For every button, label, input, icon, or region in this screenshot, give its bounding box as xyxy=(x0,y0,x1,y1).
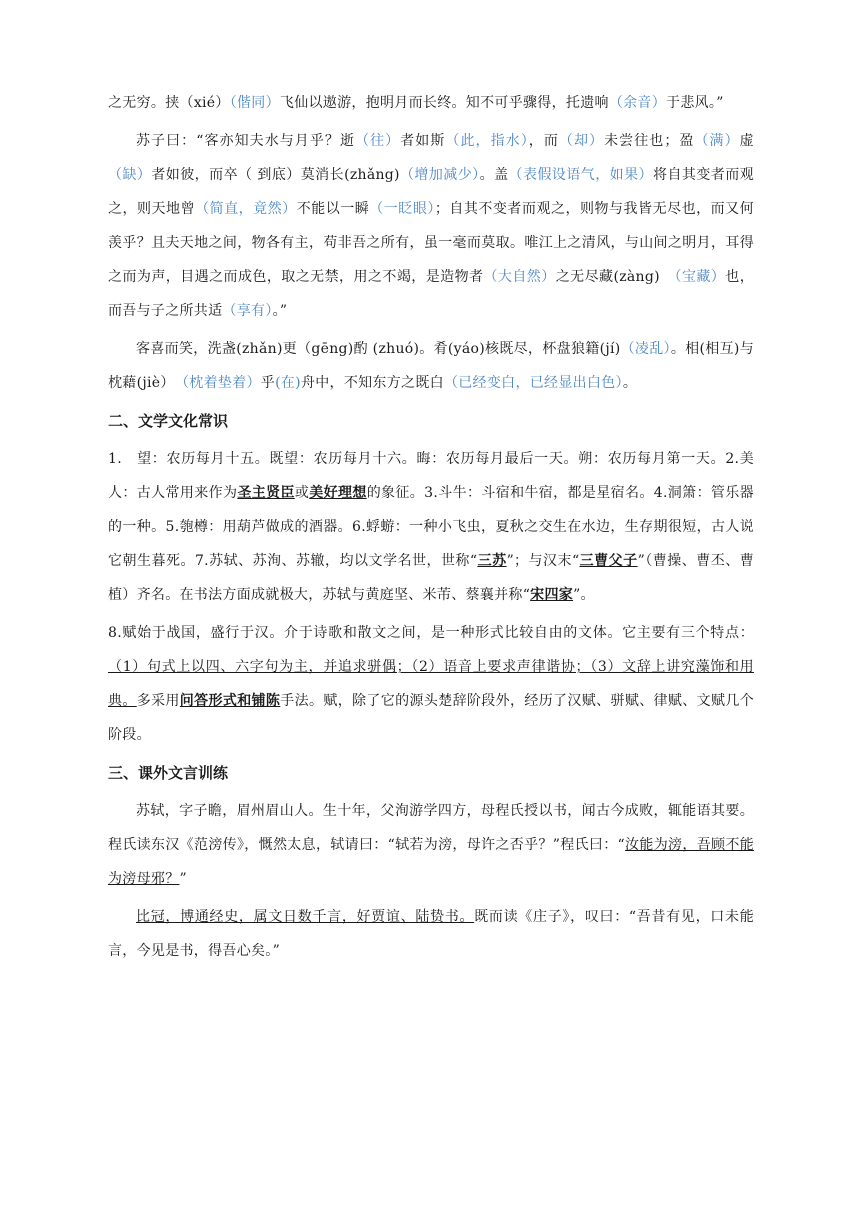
bold-term: 盖 xyxy=(494,167,509,183)
bold-term: 造物者 xyxy=(440,269,484,285)
text-run: 未尝往也； xyxy=(604,133,679,149)
bold-term: 卒 xyxy=(223,167,239,183)
annotation-note: （增加减少） xyxy=(399,167,480,183)
text-run: ：农历每月最后一天。 xyxy=(431,451,579,467)
text-run: 苏子曰：“客亦知夫水与月乎？ xyxy=(136,133,340,149)
text-run: ：古人常用来作为 xyxy=(122,485,238,501)
annotation-note: （缺） xyxy=(108,167,152,183)
bold-term: 8.赋 xyxy=(108,625,138,641)
text-run: 始于战国，盛行于汉。介于诗歌和散文之间，是一种形式比较自由的文体。它主要有 xyxy=(137,625,681,641)
text-run: 的象征。 xyxy=(366,485,425,501)
underlined-text: 比冠，博通经史，属文日数千言，好贾谊、陆贽书。 xyxy=(136,909,475,925)
bold-term: 曾 xyxy=(180,201,196,217)
document-body xyxy=(108,86,754,968)
text-run: （ 到底）莫 xyxy=(238,167,316,183)
key-term: 三曹父子 xyxy=(579,553,638,569)
annotation-note: （却） xyxy=(558,133,605,149)
underlined-text: （1）句式上以四、六字句为主，并追求骈偶；（2）语音上要求声律谐协；（3）文辞上讲究藻饰和用典。 xyxy=(108,659,754,709)
bold-term: 6.蜉蝣 xyxy=(352,519,395,535)
annotation-note: （凌乱） xyxy=(620,341,671,357)
bold-term: 消长 xyxy=(315,167,345,183)
annotation-note: （简直，竟然） xyxy=(195,201,297,217)
text-run: 1. xyxy=(108,451,138,467)
exercise-paragraph-1 xyxy=(108,794,754,896)
text-run: 不能以 xyxy=(296,201,341,217)
passage-paragraph-1 xyxy=(108,86,754,120)
annotation-note: （余音） xyxy=(608,95,667,111)
text-run: ；自其不变者而观之，则物与我皆无尽也，而又何羡乎？且夫天地之间，物各有主，苟非吾之所有，虽一毫而莫取。唯江上之清风，与山间之明月，耳得之而为声，目遇之而成色，取之无禁，用之不竭，是 xyxy=(108,201,754,285)
text-run: 飞仙以遨游，抱明月而长终。知不可乎骤得，托 xyxy=(279,95,581,111)
bold-term: 而 xyxy=(543,133,559,149)
text-run: 。 xyxy=(479,167,495,183)
annotation-note: (在) xyxy=(275,375,301,391)
text-run: 也，而吾与子之所共 xyxy=(108,269,755,319)
text-run: ：斗宿和牛宿，都是星宿名。 xyxy=(466,485,654,501)
annotation-note: （享有） xyxy=(222,303,273,319)
text-run: 客喜而笑，洗盏(zhǎn)更 xyxy=(136,341,298,357)
bold-term: 盈 xyxy=(678,133,695,149)
bold-term: 既望 xyxy=(269,451,299,467)
text-run: ”（曹操、曹丕、曹植）齐名。在书法方面成就极大，苏轼与黄庭坚、米芾、蔡襄并称“ xyxy=(108,553,754,603)
key-term: 问答形式和铺陈 xyxy=(179,693,281,709)
annotation-note: （偕同） xyxy=(229,95,280,111)
text-run: 将自其变者而观之，则天地 xyxy=(108,167,754,217)
annotation-note: （此，指水） xyxy=(445,133,529,149)
section-2-heading: 二、文学文化常识 xyxy=(108,412,229,430)
text-run: (zhǎng) xyxy=(344,167,400,183)
text-run: 。” xyxy=(272,303,288,319)
text-run: ：农历每月十六。 xyxy=(298,451,417,467)
annotation-note: （枕着垫着） xyxy=(181,375,261,391)
text-run: ：一种小飞虫，夏秋之交生在水边，生存期很短，古人说它朝生暮死。7.苏轼、苏洵、苏辙，均以文学名世，世称“ xyxy=(108,519,755,569)
bold-term: 晦 xyxy=(416,451,432,467)
annotation-note: （大自然） xyxy=(483,269,556,285)
text-run: 酌 (zhuó)。肴(yáo)核既尽，杯盘 xyxy=(353,341,571,357)
bold-term: 适 xyxy=(208,303,223,319)
annotation-note: （表假设语气，如果） xyxy=(508,167,654,183)
text-run: 手法。赋，除了它的源头楚辞阶段外，经历了汉赋、骈赋、律赋、文赋几个阶段。 xyxy=(108,693,754,743)
text-run: 既而读《庄子》，叹曰：“吾昔有见，口未能言，今见是书，得吾心矣。” xyxy=(108,909,755,959)
bold-term: 5.匏樽 xyxy=(165,519,209,535)
bold-term: 挟 xyxy=(165,95,180,111)
text-run: 。 xyxy=(622,375,638,391)
annotation-note: （宝藏） xyxy=(674,269,726,285)
bold-term: 枕藉 xyxy=(108,375,137,391)
text-run: 苏轼，字子瞻，眉州眉山人。生十年，父洵游学四方，母程氏授以书，闻古今成败，辄能语其要。程氏读东汉《范滂传》，慨然太息，轼请曰：“轼若为滂，母许之否乎？”程氏曰：“ xyxy=(108,803,754,853)
bold-term: 三个特点 xyxy=(680,625,740,641)
key-term: 宋四家 xyxy=(530,587,574,603)
text-run: ：用葫芦做成的酒器。 xyxy=(208,519,353,535)
key-term: 三苏 xyxy=(477,553,507,569)
text-run: ：农历每月十五。 xyxy=(151,451,270,467)
bold-term: 狼籍(jí) xyxy=(570,341,621,357)
text-run: 之无尽 xyxy=(555,269,600,285)
bold-term: 逝 xyxy=(339,133,356,149)
bold-term: 虚 xyxy=(739,133,754,149)
text-run: 者如 xyxy=(400,133,431,149)
annotation-note: （一眨眼） xyxy=(369,201,435,217)
bold-term: 既白 xyxy=(415,375,444,391)
passage-paragraph-3 xyxy=(108,332,754,400)
bold-term: （gēng) xyxy=(297,341,354,357)
passage-paragraph-2 xyxy=(108,124,754,328)
key-term: 圣主贤臣 xyxy=(237,485,295,501)
bold-term: 望 xyxy=(137,451,152,467)
bold-term: 2.美人 xyxy=(108,451,755,501)
bold-term: 3.斗牛 xyxy=(424,485,467,501)
text-run: ， xyxy=(528,133,544,149)
bold-term: 4.洞箫 xyxy=(653,485,697,501)
text-run: 。相(相互)与 xyxy=(670,341,754,357)
annotation-note: （往） xyxy=(355,133,401,149)
bold-term: 一瞬 xyxy=(340,201,370,217)
exercise-paragraph-2 xyxy=(108,900,754,968)
annotation-note: （已经变白，已经显出白色） xyxy=(443,375,623,391)
text-run: 之无穷。 xyxy=(108,95,166,111)
text-run: （xié） xyxy=(179,95,230,111)
bold-term: 藏(zàng) xyxy=(599,269,660,285)
underlined-text: 汝能为滂，吾顾不能为滂母邪？ xyxy=(108,837,754,887)
text-run: (jiè） xyxy=(136,375,182,391)
text-run: 多采用 xyxy=(136,693,180,709)
bold-term: 朔 xyxy=(578,451,593,467)
culture-paragraph-2 xyxy=(108,616,754,752)
text-run: ”；与汉末“ xyxy=(506,553,580,569)
bold-term: 斯 xyxy=(430,133,446,149)
bold-term: 遗响 xyxy=(580,95,609,111)
text-run: ：农历每月第一天。 xyxy=(593,451,726,467)
culture-paragraph-1 xyxy=(108,442,754,612)
text-run: ：管乐器的一种。 xyxy=(108,485,754,535)
text-run: ”。 xyxy=(573,587,595,603)
text-run: 者如彼，而 xyxy=(151,167,224,183)
text-run: ” xyxy=(179,871,187,887)
text-run: 于悲风。” xyxy=(666,95,724,111)
key-term: 美好理想 xyxy=(309,485,367,501)
annotation-note: （满） xyxy=(694,133,740,149)
section-3-heading: 三、课外文言训练 xyxy=(108,764,229,782)
text-run: ： xyxy=(739,625,754,641)
bold-term: 乎 xyxy=(260,375,276,391)
text-run: 或 xyxy=(294,485,310,501)
text-run: 舟中，不知东方之 xyxy=(300,375,416,391)
text-run xyxy=(660,269,675,285)
